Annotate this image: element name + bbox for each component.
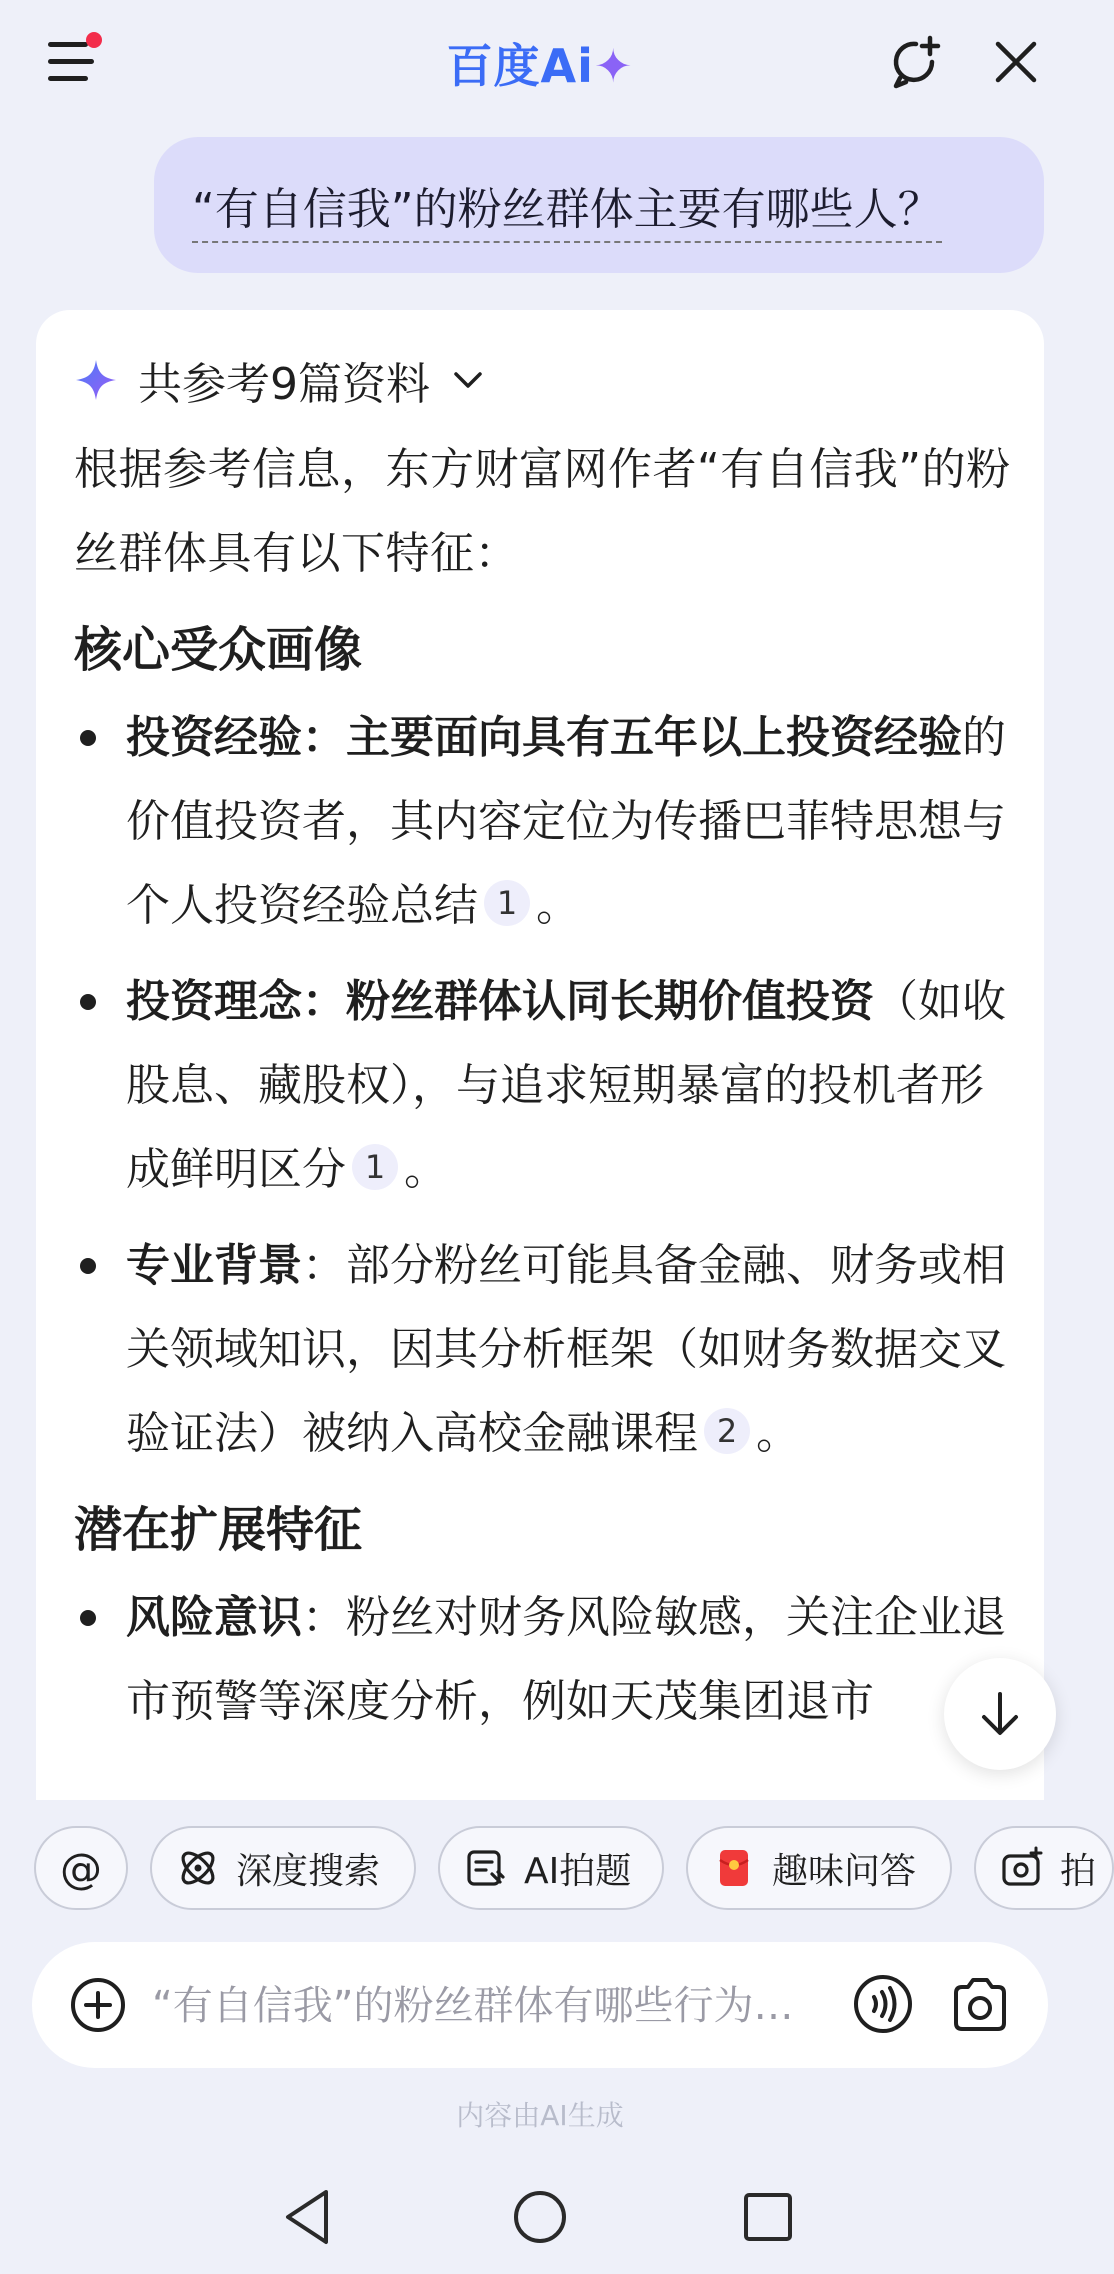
item-bold-text: 主要面向具有五年以上投资经验 <box>346 712 962 763</box>
close-icon <box>986 32 1046 92</box>
ai-photo-question-icon <box>464 1846 508 1890</box>
chip-label: 拍 <box>1060 1850 1097 1892</box>
item-colon: ： <box>302 1592 346 1643</box>
top-bar <box>0 0 1080 120</box>
back-button[interactable] <box>274 2182 344 2252</box>
citation-badge[interactable]: 2 <box>704 1408 750 1454</box>
scroll-to-bottom-button[interactable] <box>944 1658 1056 1770</box>
home-circle-icon <box>505 2182 575 2252</box>
section-list <box>74 696 1024 1476</box>
user-question-bubble[interactable] <box>154 137 1044 273</box>
section-heading: 潜在扩展特征 <box>74 1502 363 1558</box>
item-text: 的价值投资者，其内容定位为传播巴菲特思想与个人投资经验总结 <box>126 712 1006 931</box>
user-question-text: “有自信我”的粉丝群体主要有哪些人？ <box>192 173 942 243</box>
plus-icon[interactable] <box>68 1975 128 2035</box>
answer-intro: 根据参考信息，东方财富网作者“有自信我”的粉丝群体具有以下特征： <box>74 444 1011 579</box>
item-colon: ： <box>302 976 346 1027</box>
quick-action-chips <box>0 1826 1097 1912</box>
item-label: 投资经验 <box>126 712 302 763</box>
chip-photo[interactable] <box>974 1826 1114 1910</box>
new-chat-icon <box>886 32 946 92</box>
answer-content <box>74 428 1024 1756</box>
item-text: 粉丝对财务风险敏感，关注企业退市预警等深度分析，例如天茂集团退市 <box>126 1592 1006 1727</box>
message-input-bar <box>32 1942 1048 2068</box>
recents-button[interactable] <box>733 2182 803 2252</box>
chip-deep-search[interactable] <box>150 1826 416 1910</box>
deep-search-icon <box>176 1846 220 1890</box>
citation-badge[interactable]: 1 <box>484 880 530 926</box>
chip-label: 深度搜索 <box>236 1850 381 1892</box>
references-label: 共参考9篇资料 <box>138 359 430 410</box>
red-envelope-icon <box>712 1846 756 1890</box>
chevron-down-icon <box>448 360 488 400</box>
chip-fun-qa[interactable] <box>686 1826 952 1910</box>
message-input[interactable] <box>150 1970 874 2042</box>
section-heading: 核心受众画像 <box>74 622 363 678</box>
item-end: 。 <box>536 880 580 931</box>
chip-label: 趣味问答 <box>772 1850 917 1892</box>
logo-text: 百度Ai <box>446 39 594 93</box>
system-nav-bar <box>0 2170 1080 2274</box>
item-bold-text: 粉丝群体认同长期价值投资 <box>346 976 874 1027</box>
back-triangle-icon <box>274 2182 344 2252</box>
references-toggle[interactable] <box>74 350 488 410</box>
recents-square-icon <box>733 2182 803 2252</box>
item-text: 部分粉丝可能具备金融、财务或相关领域知识，因其分析框架（如财务数据交叉验证法）被纳入高校金融课程 <box>126 1240 1006 1459</box>
camera-plus-icon <box>1000 1846 1044 1890</box>
close-button[interactable] <box>986 32 1046 92</box>
section-list <box>74 1576 1024 1744</box>
home-button[interactable] <box>505 2182 575 2252</box>
new-chat-button[interactable] <box>886 32 946 92</box>
item-label: 投资理念 <box>126 976 302 1027</box>
item-colon: ： <box>302 712 346 763</box>
chip-ai-photo[interactable] <box>438 1826 664 1910</box>
item-label: 风险意识 <box>126 1592 302 1643</box>
chip-label: AI拍题 <box>524 1850 632 1892</box>
ai-generated-notice: 内容由AI生成 <box>456 2099 624 2132</box>
at-icon: @ <box>60 1843 102 1893</box>
citation-badge[interactable]: 1 <box>352 1144 398 1190</box>
item-label: 专业背景 <box>126 1240 302 1291</box>
ai-sparkle-icon <box>74 358 118 402</box>
item-colon: ： <box>302 1240 346 1291</box>
logo-spark-icon: ✦ <box>593 39 634 93</box>
list-item <box>74 960 1024 1212</box>
list-item <box>74 1576 1024 1744</box>
arrow-down-icon <box>972 1686 1028 1742</box>
list-item <box>74 1224 1024 1476</box>
item-end: 。 <box>756 1408 800 1459</box>
list-item <box>74 696 1024 948</box>
item-end: 。 <box>404 1144 448 1195</box>
voice-input-icon[interactable] <box>852 1973 914 2035</box>
chip-at[interactable] <box>34 1826 128 1910</box>
answer-card <box>36 310 1044 1800</box>
item-text: （如收股息、藏股权），与追求短期暴富的投机者形成鲜明区分 <box>126 976 1006 1195</box>
camera-icon[interactable] <box>948 1973 1012 2037</box>
